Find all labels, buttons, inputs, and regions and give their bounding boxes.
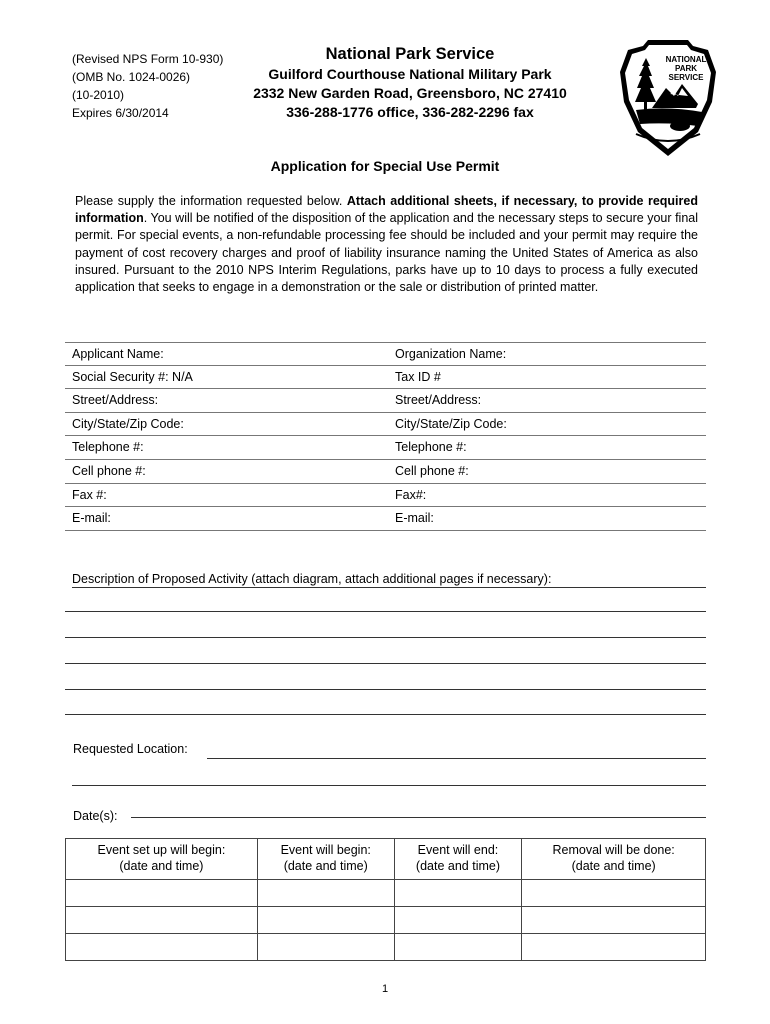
event-begin-header (257, 839, 394, 880)
nps-arrowhead-logo (618, 36, 718, 158)
agency-name: National Park Service (325, 45, 495, 63)
dates-line[interactable] (131, 817, 706, 818)
table-cell[interactable] (257, 934, 394, 961)
applicant-street-field[interactable]: Street/Address: (72, 393, 159, 408)
applicant-name-field[interactable]: Applicant Name: (72, 347, 164, 361)
park-name: Guilford Courthouse National Military Park (268, 66, 552, 82)
requested-location-label: Requested Location: (73, 742, 188, 756)
logo-text-park: PARK (674, 64, 698, 73)
description-line[interactable] (65, 663, 706, 664)
header-sublabel: (date and time) (283, 859, 368, 873)
applicant-cell-phone-field[interactable]: Cell phone #: (72, 463, 146, 478)
organization-street-field[interactable]: Street/Address: (395, 393, 482, 408)
table-cell[interactable] (66, 934, 258, 961)
form-title: Application for Special Use Permit (270, 158, 500, 174)
table-cell[interactable] (257, 880, 394, 907)
instructions-text-2: . You will be notified of the disposition of the application and the necessary steps to secure your final permit. For special events, a non-refundable processing fee should be included and your permit may require the payment of cost recovery charges and proof of liability insurance naming the United States of America as also insured. Pursuant to the 2010 NPS Interim Regulations, parks have up to 10 days to process a fully executed application that seeks to engage in a demonstration or the sale or distribution of printed matter. (75, 211, 698, 295)
description-line[interactable] (72, 587, 706, 588)
grid-row (65, 389, 706, 413)
tax-id-field[interactable]: Tax ID # (395, 369, 441, 384)
table-cell[interactable] (66, 907, 258, 934)
setup-begin-header (66, 839, 258, 880)
grid-row (65, 507, 706, 531)
table-cell[interactable] (522, 907, 706, 934)
grid-row (65, 413, 706, 437)
table-cell[interactable] (522, 880, 706, 907)
header-label: Event set up will begin: (97, 843, 226, 857)
header-label: Event will end: (417, 843, 499, 857)
instructions-text-1: Please supply the information requested below. (75, 194, 347, 208)
event-schedule-table (65, 838, 706, 961)
expiration-date: Expires 6/30/2014 (72, 106, 169, 120)
applicant-email-field[interactable]: E-mail: (72, 511, 111, 526)
header-sublabel: (date and time) (415, 859, 500, 873)
organization-name-field[interactable]: Organization Name: (395, 347, 507, 361)
requested-location-line[interactable] (72, 785, 706, 786)
table-header-row (66, 839, 706, 880)
organization-fax-field[interactable]: Fax#: (395, 487, 427, 502)
social-security-field[interactable]: Social Security #: N/A (72, 369, 193, 384)
logo-text-service: SERVICE (668, 73, 704, 82)
instructions-bold-text: Attach additional sheets, if necessary, to provide required information (75, 194, 698, 226)
page-number: 1 (381, 983, 389, 995)
grid-row (65, 436, 706, 460)
description-line[interactable] (65, 611, 706, 612)
park-address: 2332 New Garden Road, Greensboro, NC 27410 (253, 85, 567, 101)
applicant-info-grid (65, 342, 706, 531)
header-label: Removal will be done: (552, 843, 675, 857)
grid-row (65, 484, 706, 508)
organization-telephone-field[interactable]: Telephone #: (395, 440, 467, 455)
description-line[interactable] (65, 637, 706, 638)
agency-header (220, 44, 600, 122)
grid-row (65, 460, 706, 484)
table-cell[interactable] (66, 880, 258, 907)
header-sublabel: (date and time) (119, 859, 204, 873)
table-cell[interactable] (394, 934, 522, 961)
requested-location-line[interactable] (207, 758, 706, 759)
table-row (66, 907, 706, 934)
table-cell[interactable] (394, 880, 522, 907)
table-cell[interactable] (394, 907, 522, 934)
organization-cell-phone-field[interactable]: Cell phone #: (395, 463, 469, 478)
instructions-paragraph (75, 193, 698, 296)
organization-email-field[interactable]: E-mail: (395, 511, 434, 526)
table-cell[interactable] (257, 907, 394, 934)
grid-row (65, 342, 706, 366)
dates-label: Date(s): (73, 809, 118, 823)
description-line[interactable] (65, 714, 706, 715)
grid-row (65, 366, 706, 390)
park-phone: 336-288-1776 office, 336-282-2296 fax (286, 104, 534, 120)
organization-city-field[interactable]: City/State/Zip Code: (395, 416, 507, 431)
table-cell[interactable] (522, 934, 706, 961)
description-label: Description of Proposed Activity (attach diagram, attach additional pages if necessary): (72, 572, 552, 586)
logo-text-national: NATIONAL (665, 55, 707, 64)
applicant-city-field[interactable]: City/State/Zip Code: (72, 416, 184, 431)
removal-header (522, 839, 706, 880)
description-line[interactable] (65, 689, 706, 690)
table-row (66, 934, 706, 961)
table-row (66, 880, 706, 907)
form-metadata (72, 50, 223, 122)
form-revision: (Revised NPS Form 10-930) (72, 52, 224, 66)
omb-number: (OMB No. 1024-0026) (72, 70, 191, 84)
applicant-telephone-field[interactable]: Telephone #: (72, 440, 144, 455)
event-end-header (394, 839, 522, 880)
form-date: (10-2010) (72, 88, 125, 102)
applicant-fax-field[interactable]: Fax #: (72, 487, 107, 502)
header-label: Event will begin: (280, 843, 371, 857)
header-sublabel: (date and time) (571, 859, 656, 873)
